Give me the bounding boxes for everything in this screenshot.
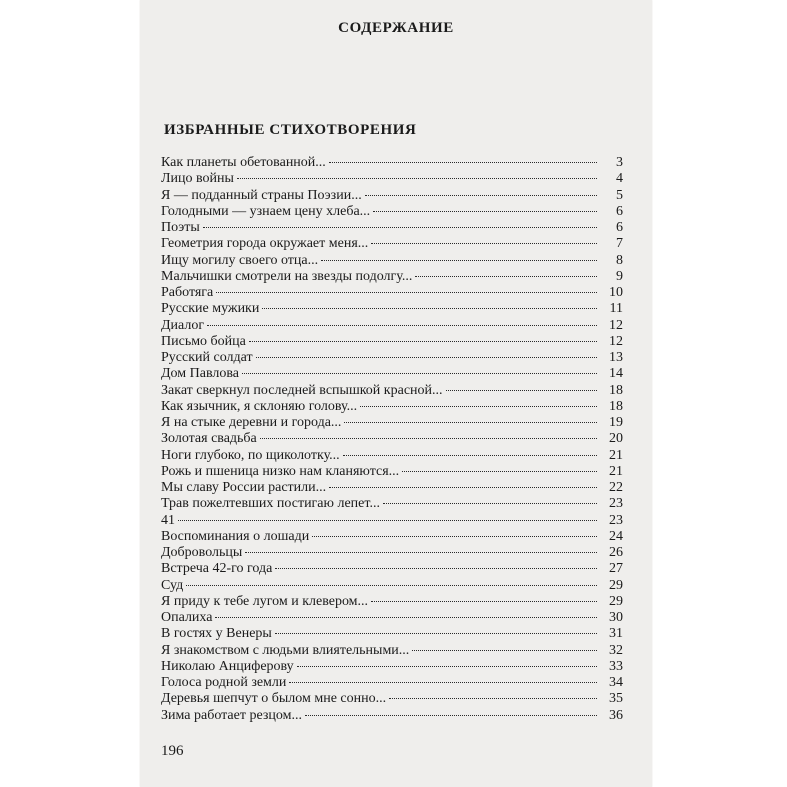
toc-entry-title: Диалог	[161, 317, 205, 333]
dot-leader	[389, 698, 597, 699]
toc-entry-page: 6	[616, 203, 623, 219]
toc-entry-page: 21	[609, 447, 623, 463]
dot-leader	[371, 601, 597, 602]
toc-entry-title: Воспоминания о лошади	[161, 528, 310, 544]
dot-leader	[373, 211, 597, 212]
toc-entry	[161, 448, 623, 464]
toc-entry-page: 35	[609, 691, 623, 707]
toc-entry-page: 30	[609, 610, 623, 625]
toc-entry	[161, 610, 623, 626]
toc-entry	[161, 626, 623, 642]
toc-entry-title: Письмо бойца	[161, 333, 246, 349]
dot-leader	[256, 357, 597, 358]
dot-leader	[329, 487, 597, 488]
dot-leader	[215, 617, 597, 618]
toc-entry-title: Я — подданный страны Поэзии...	[161, 187, 362, 203]
toc-entry	[161, 188, 623, 204]
toc-entry-page: 31	[609, 626, 623, 642]
toc-entry	[161, 691, 623, 707]
dot-leader	[275, 568, 597, 569]
toc-entry-title: Опалиха	[161, 610, 213, 625]
toc-entry-page: 21	[609, 463, 623, 479]
dot-leader	[343, 455, 597, 456]
toc-entry-title: Закат сверкнул последней вспышкой красной...	[161, 382, 443, 398]
dot-leader	[329, 162, 597, 163]
dot-leader	[237, 178, 597, 179]
page-number: 196	[161, 743, 184, 759]
dot-leader	[412, 650, 597, 651]
toc-entry-page: 18	[609, 382, 623, 398]
toc-entry-title: Русские мужики	[161, 301, 260, 317]
toc-entry-title: Я знакомством с людьми влиятельными...	[161, 642, 410, 658]
toc-entry-page: 9	[616, 268, 623, 284]
toc-entry-page: 23	[609, 496, 623, 512]
toc-entry-title: Ноги глубоко, по щиколотку...	[161, 447, 340, 463]
toc-entry-title: Я на стыке деревни и города...	[161, 415, 342, 430]
toc-entry	[161, 464, 623, 480]
toc-entry-page: 23	[609, 512, 623, 528]
toc-entry-title: Как планеты обетованной...	[161, 155, 326, 170]
toc-entry-page: 24	[609, 528, 623, 544]
toc-entry	[161, 350, 623, 366]
toc-entry-title: Рожь и пшеница низко нам кланяются...	[161, 463, 400, 479]
dot-leader	[275, 633, 597, 634]
toc-entry-title: Голоса родной земли	[161, 675, 287, 690]
dot-leader	[344, 422, 597, 423]
toc-entry-page: 12	[609, 333, 623, 349]
contents-heading: СОДЕРЖАНИЕ	[338, 20, 454, 36]
toc-entry-page: 4	[616, 171, 623, 187]
toc-entry-title: Мы славу России растили...	[161, 480, 327, 495]
toc-entry	[161, 643, 623, 659]
toc-entry-page: 27	[609, 561, 623, 577]
toc-entry-title: Ищу могилу своего отца...	[161, 252, 319, 268]
table-of-contents	[161, 155, 623, 724]
toc-entry-page: 34	[609, 675, 623, 690]
toc-entry-page: 29	[609, 593, 623, 609]
dot-leader	[242, 373, 597, 374]
toc-entry-page: 26	[609, 545, 623, 560]
toc-entry	[161, 318, 623, 334]
toc-entry	[161, 545, 623, 561]
toc-entry-title: Николаю Анциферову	[161, 658, 294, 674]
toc-entry-page: 11	[609, 301, 623, 317]
dot-leader	[312, 536, 597, 537]
toc-entry	[161, 496, 623, 512]
toc-entry-page: 36	[609, 707, 623, 723]
toc-entry	[161, 204, 623, 220]
toc-entry	[161, 708, 623, 724]
toc-entry-title: Геометрия города окружает меня...	[161, 236, 369, 252]
toc-entry-page: 19	[609, 415, 623, 430]
toc-entry	[161, 171, 623, 187]
dot-leader	[415, 276, 597, 277]
toc-entry-title: Встреча 42-го года	[161, 561, 273, 577]
toc-entry-page: 20	[609, 431, 623, 447]
toc-entry-page: 22	[609, 480, 623, 495]
toc-entry-title: Поэты	[161, 220, 200, 235]
toc-entry-page: 10	[609, 285, 623, 300]
toc-entry-title: Мальчишки смотрели на звезды подолгу...	[161, 268, 413, 284]
dot-leader	[178, 520, 597, 521]
toc-entry-page: 12	[609, 317, 623, 333]
toc-entry	[161, 269, 623, 285]
dot-leader	[245, 552, 597, 553]
toc-entry-page: 33	[609, 658, 623, 674]
toc-entry	[161, 415, 623, 431]
toc-entry-title: 41	[161, 512, 175, 528]
toc-entry-title: Голодными — узнаем цену хлеба...	[161, 203, 371, 219]
toc-entry	[161, 659, 623, 675]
toc-entry-page: 8	[616, 252, 623, 268]
toc-entry	[161, 253, 623, 269]
dot-leader	[360, 406, 597, 407]
toc-entry	[161, 513, 623, 529]
dot-leader	[446, 390, 597, 391]
toc-entry	[161, 431, 623, 447]
toc-entry	[161, 301, 623, 317]
dot-leader	[203, 227, 597, 228]
dot-leader	[305, 715, 597, 716]
toc-entry-title: Золотая свадьба	[161, 431, 257, 447]
toc-entry-title: Лицо войны	[161, 171, 234, 187]
toc-entry-title: Суд	[161, 577, 184, 593]
dot-leader	[371, 243, 597, 244]
toc-entry	[161, 383, 623, 399]
toc-entry-page: 5	[616, 187, 623, 203]
toc-entry	[161, 155, 623, 171]
dot-leader	[289, 682, 597, 683]
dot-leader	[186, 585, 597, 586]
toc-entry	[161, 675, 623, 691]
toc-entry	[161, 529, 623, 545]
toc-entry-title: Трав пожелтевших постигаю лепет...	[161, 496, 380, 512]
section-title: ИЗБРАННЫЕ СТИХОТВОРЕНИЯ	[164, 122, 417, 138]
dot-leader	[260, 438, 597, 439]
toc-entry-page: 18	[609, 398, 623, 414]
toc-entry	[161, 399, 623, 415]
toc-entry	[161, 220, 623, 236]
toc-entry-page: 13	[609, 350, 623, 365]
toc-entry	[161, 561, 623, 577]
dot-leader	[297, 666, 597, 667]
toc-entry	[161, 578, 623, 594]
toc-entry	[161, 366, 623, 382]
toc-entry-title: Добровольцы	[161, 545, 243, 560]
toc-entry-page: 29	[609, 577, 623, 593]
dot-leader	[383, 503, 597, 504]
toc-entry-title: В гостях у Венеры	[161, 626, 272, 642]
dot-leader	[262, 308, 597, 309]
toc-entry	[161, 236, 623, 252]
dot-leader	[321, 260, 597, 261]
toc-entry	[161, 594, 623, 610]
dot-leader	[249, 341, 597, 342]
toc-entry-title: Я приду к тебе лугом и клевером...	[161, 593, 369, 609]
toc-entry-title: Дом Павлова	[161, 366, 240, 382]
dot-leader	[216, 292, 597, 293]
dot-leader	[207, 325, 597, 326]
toc-entry-title: Работяга	[161, 285, 214, 300]
book-page	[140, 0, 652, 787]
toc-entry-page: 7	[616, 236, 623, 252]
toc-entry	[161, 285, 623, 301]
dot-leader	[402, 471, 597, 472]
toc-entry-page: 14	[609, 366, 623, 382]
toc-entry-page: 6	[616, 220, 623, 235]
toc-entry	[161, 334, 623, 350]
toc-entry	[161, 480, 623, 496]
toc-entry-title: Русский солдат	[161, 350, 253, 365]
dot-leader	[365, 195, 597, 196]
toc-entry-title: Зима работает резцом...	[161, 707, 302, 723]
toc-entry-page: 32	[609, 642, 623, 658]
toc-entry-page: 3	[616, 155, 623, 170]
toc-entry-title: Деревья шепчут о былом мне сонно...	[161, 691, 387, 707]
toc-entry-title: Как язычник, я склоняю голову...	[161, 398, 358, 414]
